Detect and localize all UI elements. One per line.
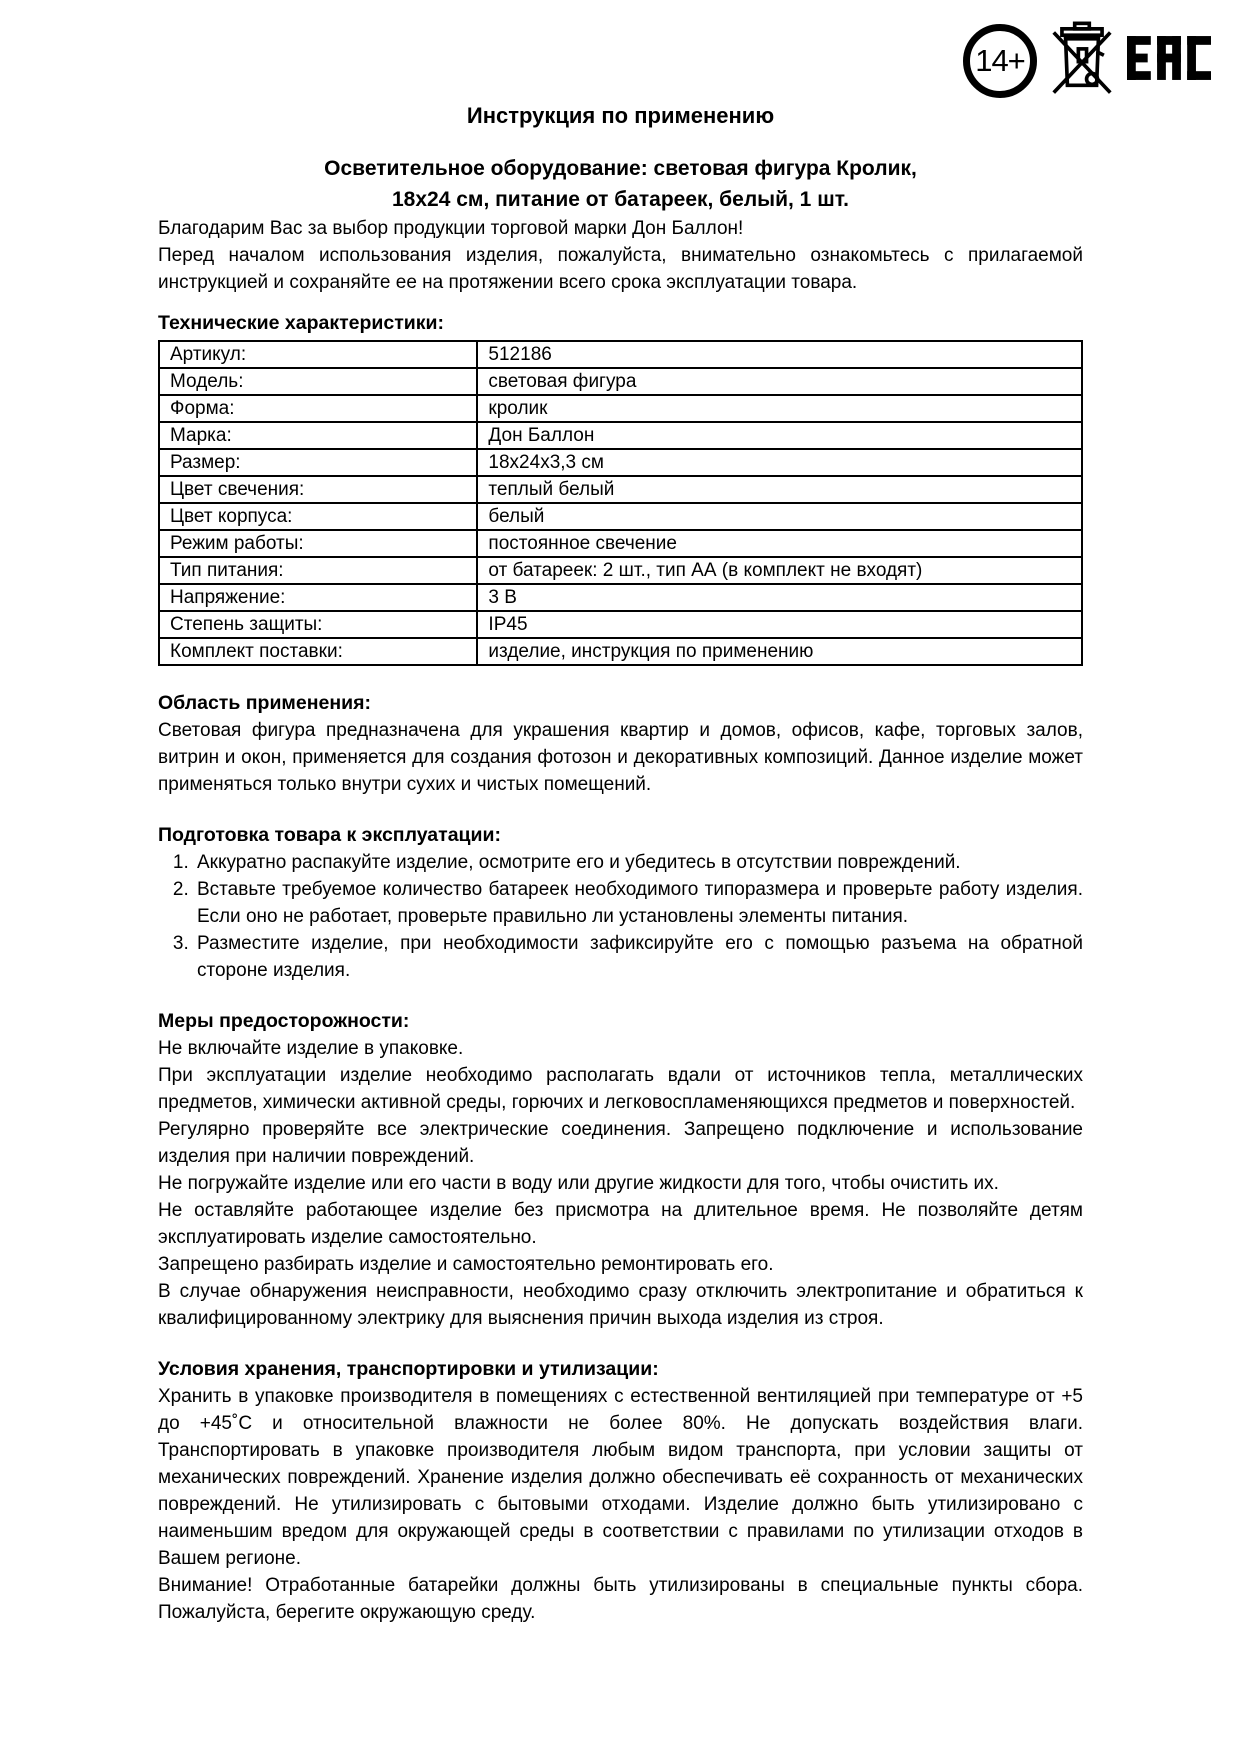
age-restriction-label: 14+ xyxy=(975,42,1025,78)
precaution-paragraph: В случае обнаружения неисправности, необходимо сразу отключить электропитание и обратиться к квалифицированному электрику для выяснения причин выхода изделия из строя. xyxy=(158,1281,1083,1329)
precaution-paragraph: Не включайте изделие в упаковке. xyxy=(158,1038,464,1059)
document-title: Инструкция по применению xyxy=(466,103,775,128)
spec-label: Марка: xyxy=(159,422,477,449)
spec-label: Комплект поставки: xyxy=(159,638,477,665)
storage-paragraph: Внимание! Отработанные батарейки должны быть утилизированы в специальные пункты сбора. Пожалуйста, берегите окружающую среду. xyxy=(158,1575,1083,1623)
preparation-list xyxy=(158,849,1083,984)
spec-label: Режим работы: xyxy=(159,530,477,557)
intro-read-notice-paragraph: Перед началом использования изделия, пожалуйста, внимательно ознакомьтесь с прилагаемой инструкцией и сохраняйте ее на протяжении всего срока эксплуатации товара. xyxy=(158,245,1083,293)
spec-value: изделие, инструкция по применению xyxy=(477,638,1082,665)
weee-crossed-out-bin-icon xyxy=(1051,20,1113,101)
eac-mark-icon xyxy=(1127,25,1211,96)
spec-value: 512186 xyxy=(477,341,1082,368)
document-content xyxy=(158,103,1083,1626)
precaution-paragraph: Не оставляйте работающее изделие без присмотра на длительное время. Не позволяйте детям эксплуатировать изделие самостоятельно. xyxy=(158,1200,1083,1248)
spec-label: Напряжение: xyxy=(159,584,477,611)
precautions-heading: Меры предосторожности: xyxy=(158,1010,410,1032)
spec-label: Цвет свечения: xyxy=(159,476,477,503)
application-text: Световая фигура предназначена для украшения квартир и домов, офисов, кафе, торговых залов, витрин и окон, применяется для создания фотозон и декоративных композиций. Данное изделие может применяться только внутри сухих и чистых помещений. xyxy=(158,720,1083,795)
spec-row xyxy=(159,557,1082,584)
spec-value: кролик xyxy=(477,395,1082,422)
preparation-item: 1. Аккуратно распакуйте изделие, осмотрите его и убедитесь в отсутствии повреждений. xyxy=(194,849,1083,876)
spec-row xyxy=(159,476,1082,503)
spec-value: 18х24х3,3 см xyxy=(477,449,1082,476)
age-restriction-badge xyxy=(963,24,1037,98)
product-name-subtitle xyxy=(158,153,1083,215)
spec-label: Артикул: xyxy=(159,341,477,368)
spec-row xyxy=(159,530,1082,557)
precaution-paragraph: Регулярно проверяйте все электрические соединения. Запрещено подключение и использование изделия при наличии повреждений. xyxy=(158,1119,1083,1167)
spec-value: 3 В xyxy=(477,584,1082,611)
precaution-paragraph: При эксплуатации изделие необходимо располагать вдали от источников тепла, металлических предметов, химически активной среды, горючих и легковоспламеняющихся предметов и поверхностей. xyxy=(158,1065,1083,1113)
specs-heading: Технические характеристики: xyxy=(158,312,445,334)
spec-value: постоянное свечение xyxy=(477,530,1082,557)
storage-heading: Условия хранения, транспортировки и утилизации: xyxy=(158,1358,659,1380)
specs-table xyxy=(158,340,1083,666)
spec-value: теплый белый xyxy=(477,476,1082,503)
spec-row xyxy=(159,584,1082,611)
spec-value: IP45 xyxy=(477,611,1082,638)
spec-row xyxy=(159,422,1082,449)
spec-row xyxy=(159,503,1082,530)
precaution-paragraph: Запрещено разбирать изделие и самостоятельно ремонтировать его. xyxy=(158,1254,774,1275)
product-name-line-1: Осветительное оборудование: световая фигура Кролик, xyxy=(324,157,917,180)
spec-label: Тип питания: xyxy=(159,557,477,584)
intro-thanks-paragraph: Благодарим Вас за выбор продукции торговой марки Дон Баллон! xyxy=(158,218,744,239)
storage-paragraph: Хранить в упаковке производителя в помещениях с естественной вентиляцией при температуре от +5 до +45˚С и относительной влажности не более 80%. Не допускать воздействия влаги. Транспортировать в упаковке производителя любым видом транспорта, при условии защиты от механических повреждений. Хранение изделия должно обеспечивать её сохранность от механических повреждений. Не утилизировать с бытовыми отходами. Изделие должно быть утилизировано с наименьшим вредом для окружающей среды в соответствии с правилами по утилизации отходов в Вашем регионе. xyxy=(158,1386,1083,1569)
spec-row xyxy=(159,449,1082,476)
spec-label: Размер: xyxy=(159,449,477,476)
spec-value: от батареек: 2 шт., тип АА (в комплект не входят) xyxy=(477,557,1082,584)
spec-label: Цвет корпуса: xyxy=(159,503,477,530)
spec-label: Степень защиты: xyxy=(159,611,477,638)
application-heading: Область применения: xyxy=(158,692,371,714)
spec-label: Форма: xyxy=(159,395,477,422)
product-name-line-2: 18х24 см, питание от батареек, белый, 1 шт. xyxy=(392,188,849,211)
spec-value: белый xyxy=(477,503,1082,530)
spec-value: Дон Баллон xyxy=(477,422,1082,449)
preparation-heading: Подготовка товара к эксплуатации: xyxy=(158,824,501,846)
spec-row xyxy=(159,638,1082,665)
spec-value: световая фигура xyxy=(477,368,1082,395)
precaution-paragraph: Не погружайте изделие или его части в воду или другие жидкости для того, чтобы очистить их. xyxy=(158,1173,999,1194)
preparation-item: 2. Вставьте требуемое количество батареек необходимого типоразмера и проверьте работу изделия. Если оно не работает, проверьте правильно ли установлены элементы питания. xyxy=(194,876,1083,930)
spec-row xyxy=(159,395,1082,422)
preparation-item: 3. Разместите изделие, при необходимости зафиксируйте его с помощью разъема на обратной стороне изделия. xyxy=(194,930,1083,984)
spec-row xyxy=(159,341,1082,368)
spec-row xyxy=(159,368,1082,395)
spec-label: Модель: xyxy=(159,368,477,395)
spec-row xyxy=(159,611,1082,638)
certification-badges xyxy=(963,20,1211,101)
